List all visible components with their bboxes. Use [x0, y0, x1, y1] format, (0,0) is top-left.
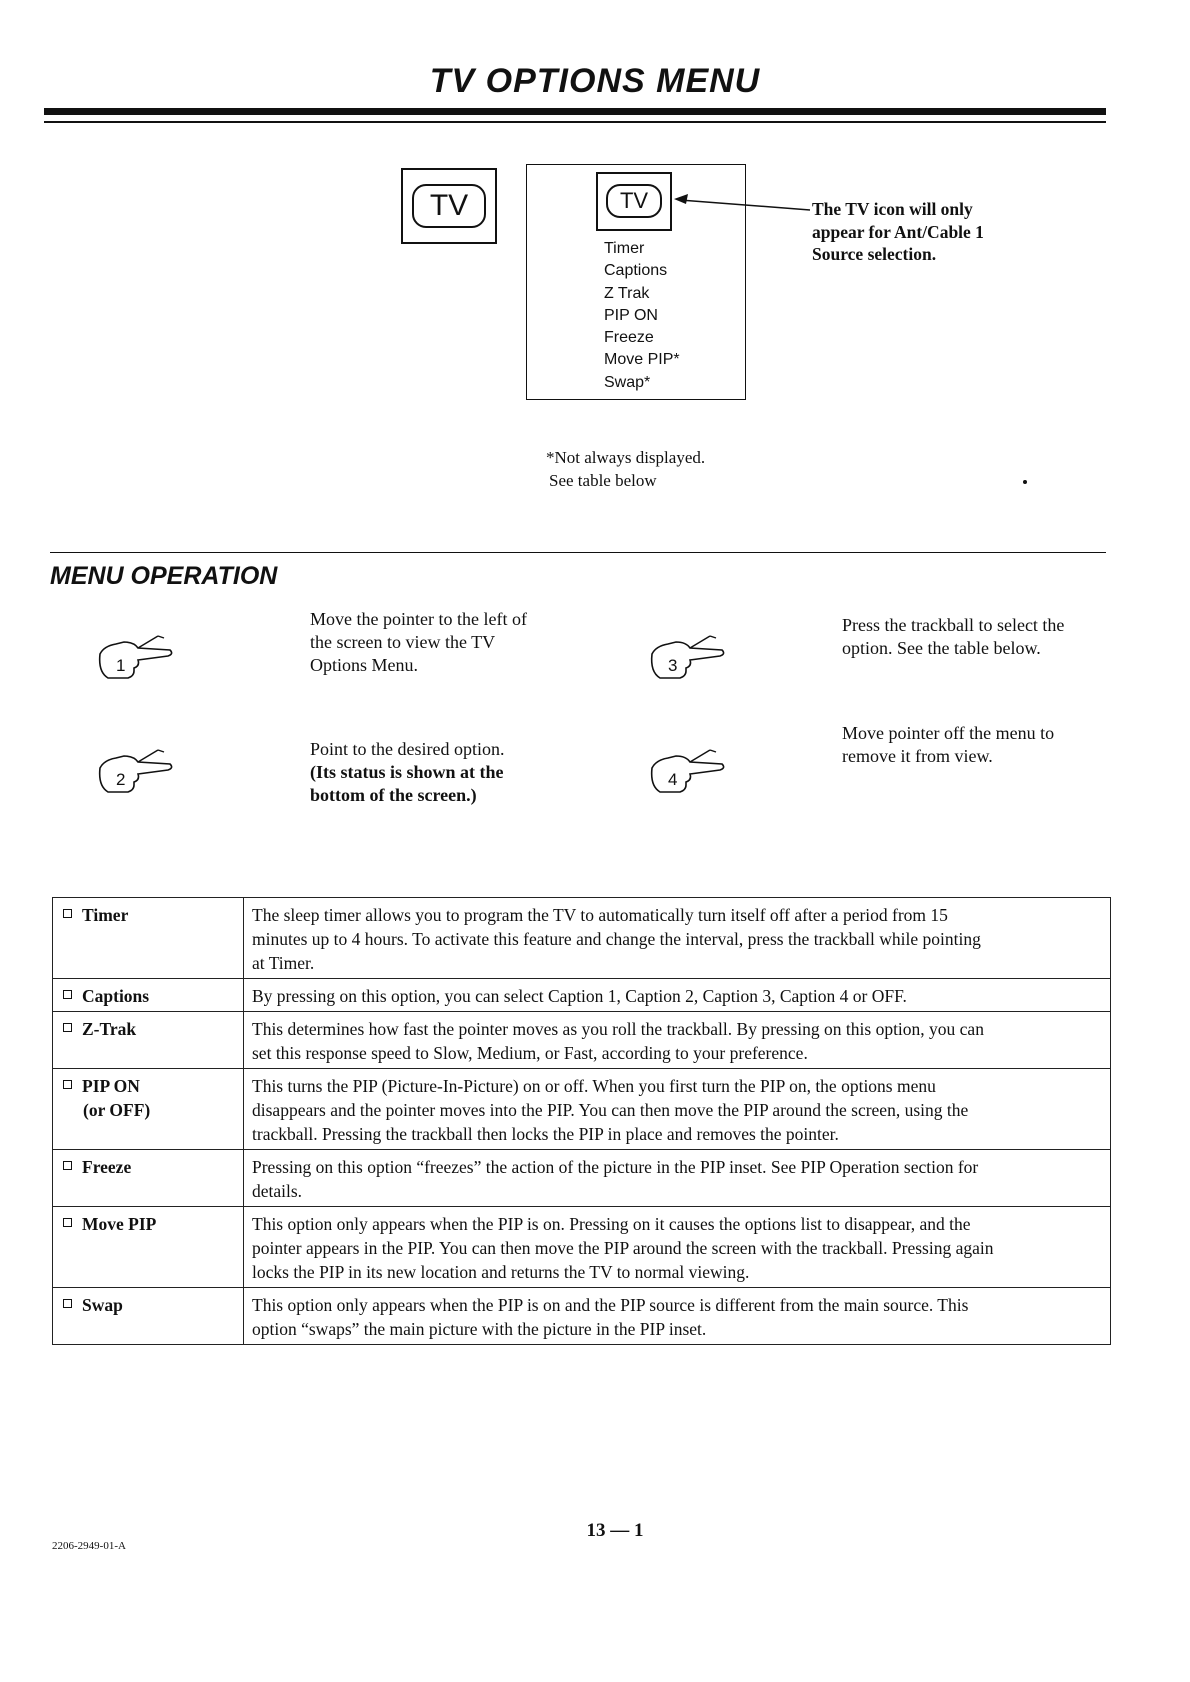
table-row [53, 1288, 1111, 1345]
description-line: This option only appears when the PIP is on and the PIP source is different from the main source. This [252, 1295, 969, 1315]
checkbox-icon [63, 1161, 72, 1170]
description-line: The sleep timer allows you to program the TV to automatically turn itself off after a period from 15 [252, 905, 948, 925]
checkbox-icon [63, 1023, 72, 1032]
option-name-cell [53, 1069, 244, 1150]
description-line: trackball. Pressing the trackball then locks the PIP in place and removes the pointer. [252, 1124, 839, 1144]
option-name-cell [53, 898, 244, 979]
checkbox-icon [63, 1299, 72, 1308]
document-code: 2206-2949-01-A [52, 1540, 126, 1552]
step-line: Move pointer off the menu to [842, 723, 1055, 743]
option-name-sub: (or OFF) [83, 1100, 151, 1120]
tv-icon-note [812, 198, 984, 266]
checkbox-icon [63, 990, 72, 999]
table-row [53, 979, 1111, 1012]
tv-note-line: Source selection. [812, 244, 937, 264]
option-name-cell [53, 1207, 244, 1288]
hand-step-number: 2 [116, 770, 126, 789]
step-line-bold: bottom of the screen.) [310, 785, 477, 805]
tv-note-line: appear for Ant/Cable 1 [812, 221, 984, 242]
option-description-cell [244, 1012, 1111, 1069]
pointer-arrow-icon [672, 188, 812, 218]
tv-note-line: The TV icon will only [812, 199, 973, 219]
title-rule-thin [44, 121, 1106, 123]
menu-item-move-pip: Move PIP* [604, 351, 680, 369]
option-description-cell [244, 1207, 1111, 1288]
footnote-line: *Not always displayed. [546, 448, 706, 467]
footnote [546, 446, 705, 492]
step-2-text [310, 738, 504, 807]
description-line: details. [252, 1181, 303, 1201]
description-line: set this response speed to Slow, Medium, or Fast, according to your preference. [252, 1043, 808, 1063]
hand-step-number: 1 [116, 656, 126, 675]
step-4-text [842, 722, 1054, 768]
page-number: 13 — 1 [586, 1520, 644, 1541]
options-table [52, 897, 1111, 1345]
option-name: Swap [82, 1295, 123, 1315]
description-line: This determines how fast the pointer moves as you roll the trackball. By pressing on this option, you can [252, 1019, 984, 1039]
table-row [53, 1069, 1111, 1150]
description-line: This option only appears when the PIP is on. Pressing on it causes the options list to disappear, and the [252, 1214, 971, 1234]
table-row [53, 1207, 1111, 1288]
step-line: remove it from view. [842, 746, 993, 766]
pointing-hand-4-icon [646, 742, 726, 798]
option-description-cell [244, 1150, 1111, 1207]
option-description-cell [244, 898, 1111, 979]
option-description-cell [244, 1288, 1111, 1345]
option-name: Freeze [82, 1157, 132, 1177]
step-line: Move the pointer to the left of [310, 609, 527, 629]
hand-step-number: 3 [668, 656, 678, 675]
description-line: pointer appears in the PIP. You can then move the PIP around the screen with the trackball. Pressing again [252, 1238, 994, 1258]
description-line: option “swaps” the main picture with the picture in the PIP inset. [252, 1319, 707, 1339]
option-name-cell [53, 979, 244, 1012]
menu-item-freeze: Freeze [604, 329, 654, 347]
menu-item-timer: Timer [604, 240, 645, 257]
tv-icon-small-label: TV [606, 184, 662, 218]
description-line: minutes up to 4 hours. To activate this feature and change the interval, press the trackball while pointing [252, 929, 981, 949]
table-row [53, 1150, 1111, 1207]
description-line: locks the PIP in its new location and returns the TV to normal viewing. [252, 1262, 750, 1282]
step-1-text [310, 608, 527, 677]
option-description-cell [244, 979, 1111, 1012]
option-name-cell [53, 1288, 244, 1345]
hand-step-number: 4 [668, 770, 678, 789]
step-line: the screen to view the TV [310, 632, 496, 652]
step-line: Press the trackball to select the [842, 615, 1065, 635]
footnote-line: See table below [549, 471, 657, 490]
menu-item-z-trak: Z Trak [604, 284, 650, 302]
checkbox-icon [63, 1218, 72, 1227]
page-title: TV OPTIONS MENU [429, 62, 761, 100]
section-title: MENU OPERATION [50, 562, 278, 590]
pointing-hand-3-icon [646, 628, 726, 684]
step-line: option. See the table below. [842, 638, 1041, 658]
option-name: Z-Trak [82, 1019, 137, 1039]
tv-icon-small [596, 172, 672, 231]
description-line: By pressing on this option, you can select Caption 1, Caption 2, Caption 3, Caption 4 or OFF. [252, 986, 907, 1006]
tv-icon-label: TV [412, 184, 486, 228]
table-row [53, 1012, 1111, 1069]
step-3-text [842, 614, 1064, 660]
table-row [53, 898, 1111, 979]
menu-item-swap: Swap* [604, 373, 651, 391]
tv-options-menu-list [604, 238, 680, 394]
step-line: Point to the desired option. [310, 739, 505, 759]
description-line: Pressing on this option “freezes” the action of the picture in the PIP inset. See PIP Operation section for [252, 1157, 979, 1177]
option-name: Move PIP [82, 1214, 157, 1234]
title-rule-thick [44, 108, 1106, 115]
pointing-hand-2-icon [94, 742, 174, 798]
checkbox-icon [63, 1080, 72, 1089]
step-line-bold: (Its status is shown at the [310, 762, 504, 782]
option-name: Captions [82, 986, 150, 1006]
description-line: at Timer. [252, 953, 315, 973]
checkbox-icon [63, 909, 72, 918]
option-name-cell [53, 1012, 244, 1069]
pointing-hand-1-icon [94, 628, 174, 684]
option-name: PIP ON [82, 1076, 140, 1096]
section-rule [50, 552, 1106, 553]
menu-item-captions: Captions [604, 262, 668, 280]
stray-dot [1023, 480, 1027, 484]
description-line: This turns the PIP (Picture-In-Picture) on or off. When you first turn the PIP on, the options menu [252, 1076, 936, 1096]
option-description-cell [244, 1069, 1111, 1150]
option-name: Timer [82, 905, 129, 925]
menu-item-pip-on: PIP ON [604, 306, 658, 324]
description-line: disappears and the pointer moves into the PIP. You can then move the PIP around the screen, using the [252, 1100, 969, 1120]
step-line: Options Menu. [310, 655, 418, 675]
tv-icon [401, 168, 497, 244]
option-name-cell [53, 1150, 244, 1207]
